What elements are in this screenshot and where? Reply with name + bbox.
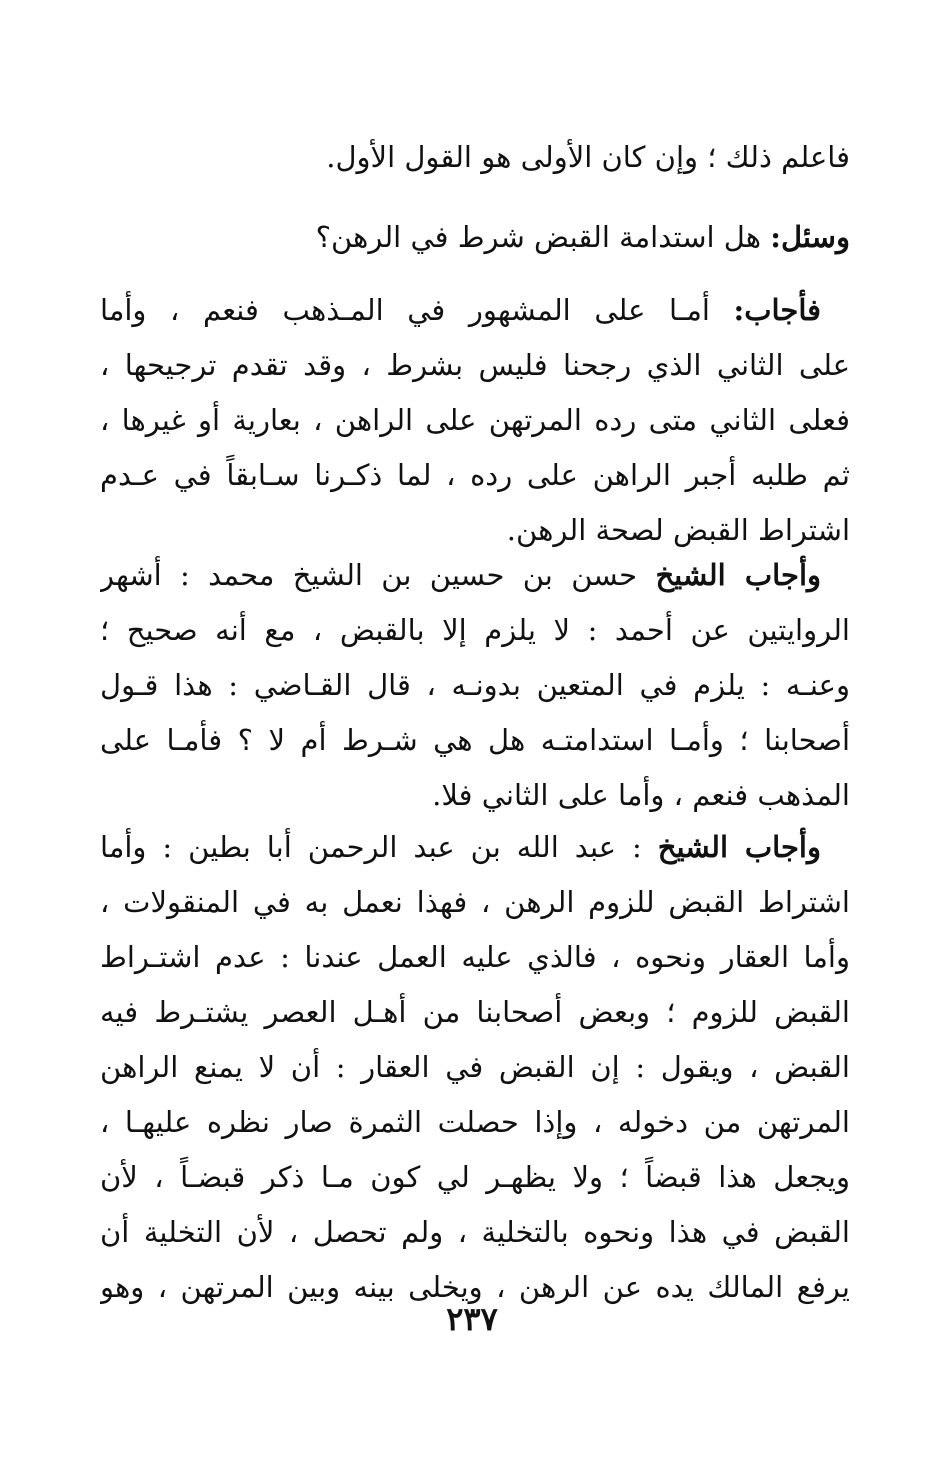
answer3-line-8: القبض في هذا ونحوه بالتخلية ، ولم تحصل ، لأن التخلية أن bbox=[100, 1215, 850, 1249]
answer2-line-4: أصحابنا ؛ وأمـا استدامتـه هل هي شـرط أم لا ؟ فأمـا على bbox=[100, 723, 850, 757]
page-number: ٢٣٧ bbox=[446, 1300, 498, 1338]
answer2-line-1 bbox=[100, 548, 850, 603]
answer3-line-3: وأما العقار ونحوه ، فالذي عليه العمل عندنا : عدم اشتـراط bbox=[100, 940, 850, 974]
answer3-line-7: ويجعل هذا قبضاً ؛ ولا يظهـر لي كون مـا ذكر قبضـاً ، لأن bbox=[100, 1160, 850, 1194]
answer3-line-1-text: : عبد الله بن عبد الرحمن أبا بطين : وأما bbox=[100, 830, 642, 864]
answer3-line-5: القبض ، ويقول : إن القبض في العقار : أن لا يمنع الراهن bbox=[100, 1050, 850, 1084]
answer1-line-2: على الثاني الذي رجحنا فليس بشرط ، وقد تقدم ترجيحها ، bbox=[100, 348, 850, 382]
question-paragraph bbox=[100, 210, 850, 265]
question-text: هل استدامة القبض شرط في الرهن؟ bbox=[315, 220, 762, 254]
answer3-line-6: المرتهن من دخوله ، وإذا حصلت الثمرة صار نظره عليهـا ، bbox=[100, 1105, 850, 1139]
answer3-label: وأجاب الشيخ bbox=[657, 830, 821, 864]
intro-line: فاعلم ذلك ؛ وإن كان الأولى هو القول الأول. bbox=[326, 140, 850, 174]
question-line bbox=[100, 210, 850, 265]
answer2-line-5: المذهب فنعم ، وأما على الثاني فلا. bbox=[432, 778, 850, 812]
answer1-line-5: اشتراط القبض لصحة الرهن. bbox=[506, 513, 850, 547]
intro-paragraph bbox=[100, 130, 850, 185]
question-label: وسئل: bbox=[770, 220, 850, 254]
answer3-line-9: يرفع المالك يده عن الرهن ، ويخلى بينه وبين المرتهن ، وهو bbox=[100, 1270, 850, 1304]
answer2-paragraph bbox=[100, 548, 850, 823]
answer1-line-4: ثم طلبه أجبر الراهن على رده ، لما ذكـرنا سـابقاً في عـدم bbox=[100, 458, 850, 492]
answer1-line-3: فعلى الثاني متى رده المرتهن على الراهن ، بعارية أو غيرها ، bbox=[100, 403, 850, 437]
answer3-line-1 bbox=[100, 820, 850, 875]
answer2-line-3: وعنـه : يلزم في المتعين بدونـه ، قال القـاضي : هذا قـول bbox=[100, 668, 850, 702]
answer3-line-4: القبض للزوم ؛ وبعض أصحابنا من أهـل العصر يشتـرط فيه bbox=[100, 995, 850, 1029]
answer2-line-2: الروايتين عن أحمد : لا يلزم إلا بالقبض ، مع أنه صحيح ؛ bbox=[100, 613, 850, 647]
answer1-paragraph bbox=[100, 283, 850, 558]
answer1-line-1-text: أمـا على المشهور في المـذهب فنعم ، وأما bbox=[100, 293, 710, 327]
answer2-label: وأجاب الشيخ bbox=[655, 558, 822, 592]
answer1-label: فأجاب: bbox=[733, 293, 822, 327]
answer2-line-1-text: حسن بن حسين بن الشيخ محمد : أشهر bbox=[100, 558, 638, 592]
answer3-paragraph bbox=[100, 820, 850, 1315]
answer1-line-1 bbox=[100, 283, 850, 338]
answer3-line-2: اشتراط القبض للزوم الرهن ، فهذا نعمل به في المنقولات ، bbox=[100, 885, 850, 919]
